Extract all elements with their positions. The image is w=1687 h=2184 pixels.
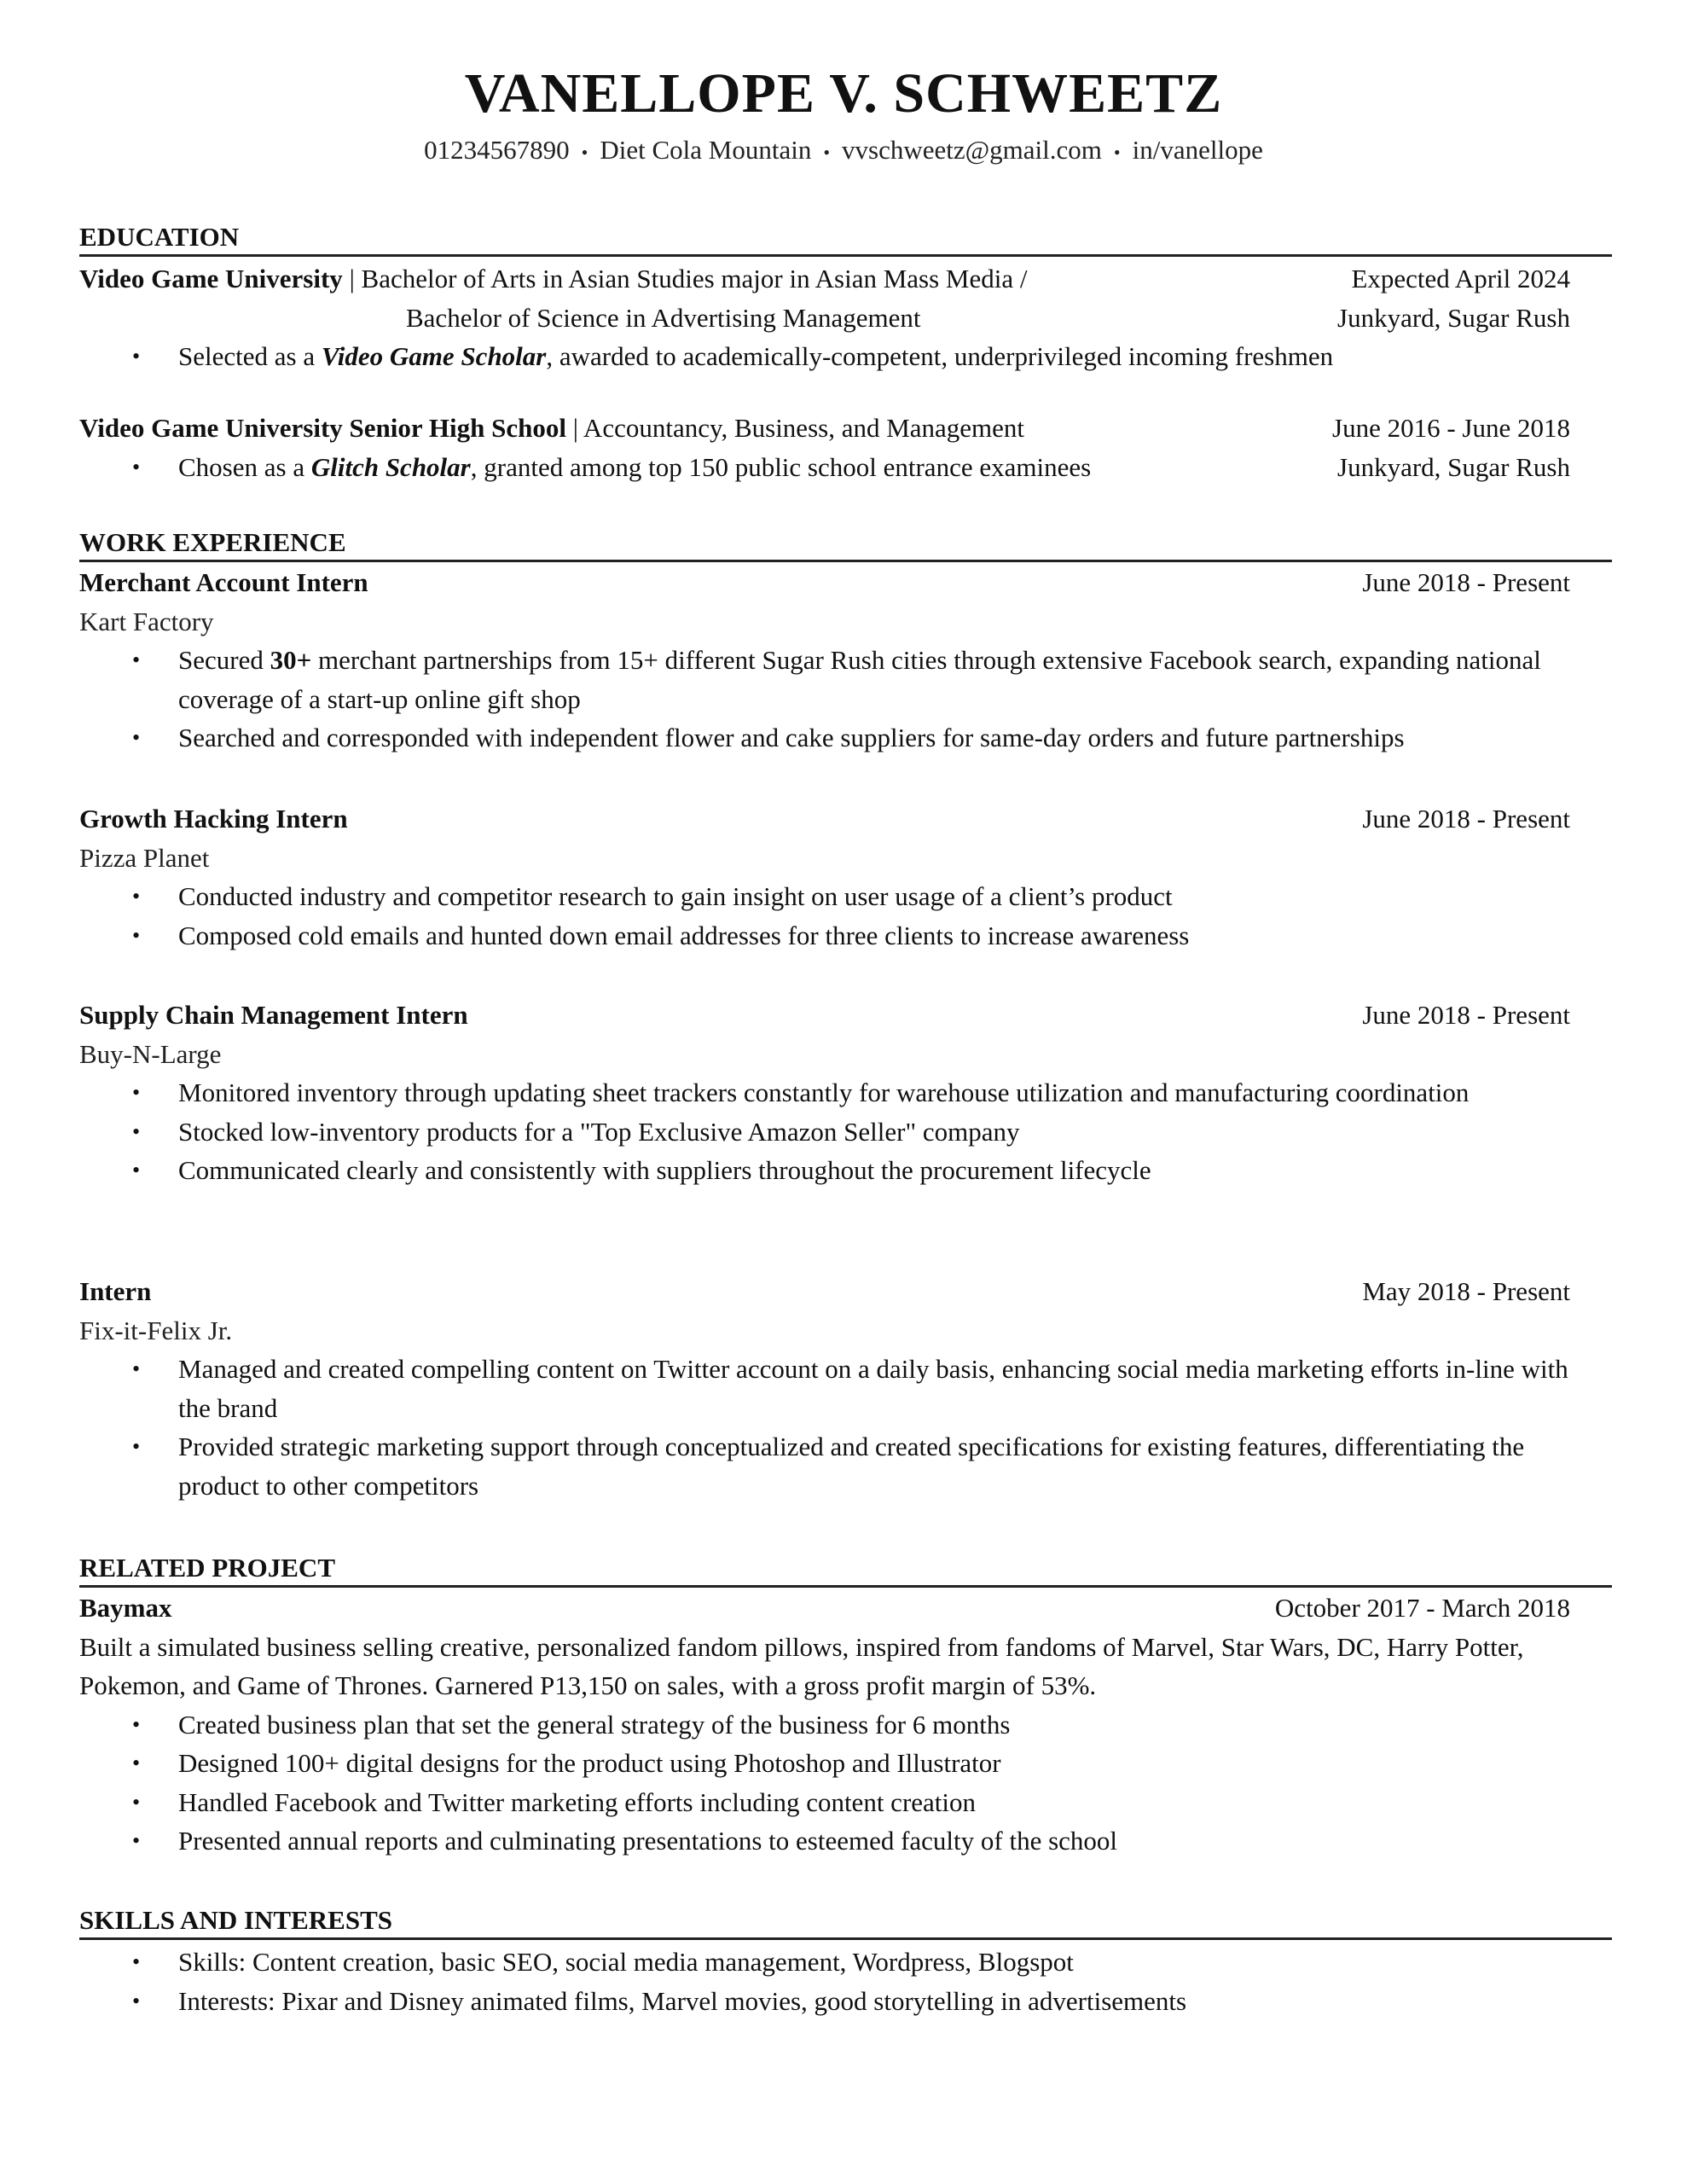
degree-2: Bachelor of Science in Advertising Management	[406, 302, 921, 333]
date: June 2018 - Present	[1362, 804, 1570, 834]
location: Junkyard, Sugar Rush	[1337, 302, 1570, 333]
company: Pizza Planet	[79, 842, 210, 873]
location: Diet Cola Mountain	[600, 135, 812, 165]
contact-line	[0, 135, 1687, 166]
bullet: • Designed 100+ digital designs for the product using Photoshop and Illustrator	[79, 1744, 1612, 1783]
linkedin-link[interactable]: in/vanellope	[1132, 135, 1263, 165]
job-title: Intern	[79, 1276, 152, 1306]
bullet: • Secured 30+ merchant partnerships from 15+ different Sugar Rush cities through extensive Facebook search, expanding national coverage of a start-up online gift shop	[79, 641, 1612, 718]
section-heading-skills: SKILLS AND INTERESTS	[79, 1901, 1612, 1940]
date: June 2018 - Present	[1362, 1000, 1570, 1030]
separator: •	[1113, 141, 1121, 163]
section-heading-work: WORK EXPERIENCE	[79, 523, 1612, 562]
project-title: Baymax	[79, 1593, 172, 1623]
phone: 01234567890	[424, 135, 570, 165]
job-entry	[79, 1272, 1612, 1505]
education-entry	[79, 409, 1612, 486]
bullet: • Searched and corresponded with independent flower and cake suppliers for same-day orders and future partnerships	[79, 718, 1612, 758]
bullet: • Interests: Pixar and Disney animated films, Marvel movies, good storytelling in advertisements	[79, 1982, 1612, 2021]
date: Expected April 2024	[1351, 264, 1570, 293]
job-entry	[79, 996, 1612, 1190]
bullet: • Managed and created compelling content on Twitter account on a daily basis, enhancing social media marketing efforts in-line with the brand	[79, 1350, 1595, 1427]
date: June 2016 - June 2018	[1332, 413, 1570, 443]
bullet: • Provided strategic marketing support through conceptualized and created specifications for existing features, differentiating the product to other competitors	[79, 1427, 1595, 1505]
section-heading-education: EDUCATION	[79, 218, 1612, 257]
date: June 2018 - Present	[1362, 567, 1570, 597]
school-name: Video Game University Senior High School	[79, 413, 566, 443]
bullet: • Chosen as a Glitch Scholar, granted among top 150 public school entrance examinees	[132, 451, 1092, 482]
company: Buy-N-Large	[79, 1038, 222, 1069]
job-title: Supply Chain Management Intern	[79, 1000, 468, 1030]
location: Junkyard, Sugar Rush	[1337, 451, 1570, 482]
school-name: Video Game University	[79, 264, 343, 293]
degree: | Accountancy, Business, and Management	[572, 413, 1025, 443]
job-entry	[79, 563, 1612, 758]
degree: | Bachelor of Arts in Asian Studies major in Asian Mass Media /	[349, 264, 1028, 293]
email-link[interactable]: vvschweetz@gmail.com	[842, 135, 1102, 165]
bullet: • Conducted industry and competitor research to gain insight on user usage of a client’s product	[79, 877, 1612, 916]
bullet: • Created business plan that set the general strategy of the business for 6 months	[79, 1705, 1612, 1745]
bullet: • Skills: Content creation, basic SEO, social media management, Wordpress, Blogspot	[79, 1943, 1612, 1982]
section-heading-project: RELATED PROJECT	[79, 1548, 1612, 1588]
bullet: • Handled Facebook and Twitter marketing efforts including content creation	[79, 1783, 1612, 1822]
project-entry	[79, 1589, 1612, 1861]
bullet: • Monitored inventory through updating sheet trackers constantly for warehouse utilization and manufacturing coordination	[79, 1073, 1510, 1112]
education-entry	[79, 259, 1612, 376]
date: October 2017 - March 2018	[1274, 1593, 1570, 1623]
company: Fix-it-Felix Jr.	[79, 1315, 233, 1345]
resume-name: VANELLOPE V. SCHWEETZ	[464, 62, 1223, 125]
bullet: • Stocked low-inventory products for a "Top Exclusive Amazon Seller" company	[79, 1112, 1510, 1152]
bullet: • Presented annual reports and culminating presentations to esteemed faculty of the school	[79, 1821, 1612, 1861]
skills-list	[79, 1943, 1612, 2020]
job-title: Merchant Account Intern	[79, 567, 368, 597]
company: Kart Factory	[79, 606, 214, 636]
project-description: Built a simulated business selling creative, personalized fandom pillows, inspired from fandoms of Marvel, Star Wars, DC, Harry Potter, Pokemon, and Game of Thrones. Garnered P13,150 on sales, with a gross profit margin of 53%.	[79, 1631, 1524, 1700]
bullet: • Composed cold emails and hunted down email addresses for three clients to increase awareness	[79, 916, 1612, 956]
job-title: Growth Hacking Intern	[79, 804, 348, 834]
bullet: • Selected as a Video Game Scholar, awarded to academically-competent, underprivileged incoming freshmen	[79, 337, 1612, 376]
bullet: • Communicated clearly and consistently with suppliers throughout the procurement lifecycle	[79, 1151, 1510, 1190]
separator: •	[823, 141, 831, 163]
separator: •	[581, 141, 588, 163]
job-entry	[79, 799, 1612, 955]
date: May 2018 - Present	[1362, 1276, 1570, 1306]
